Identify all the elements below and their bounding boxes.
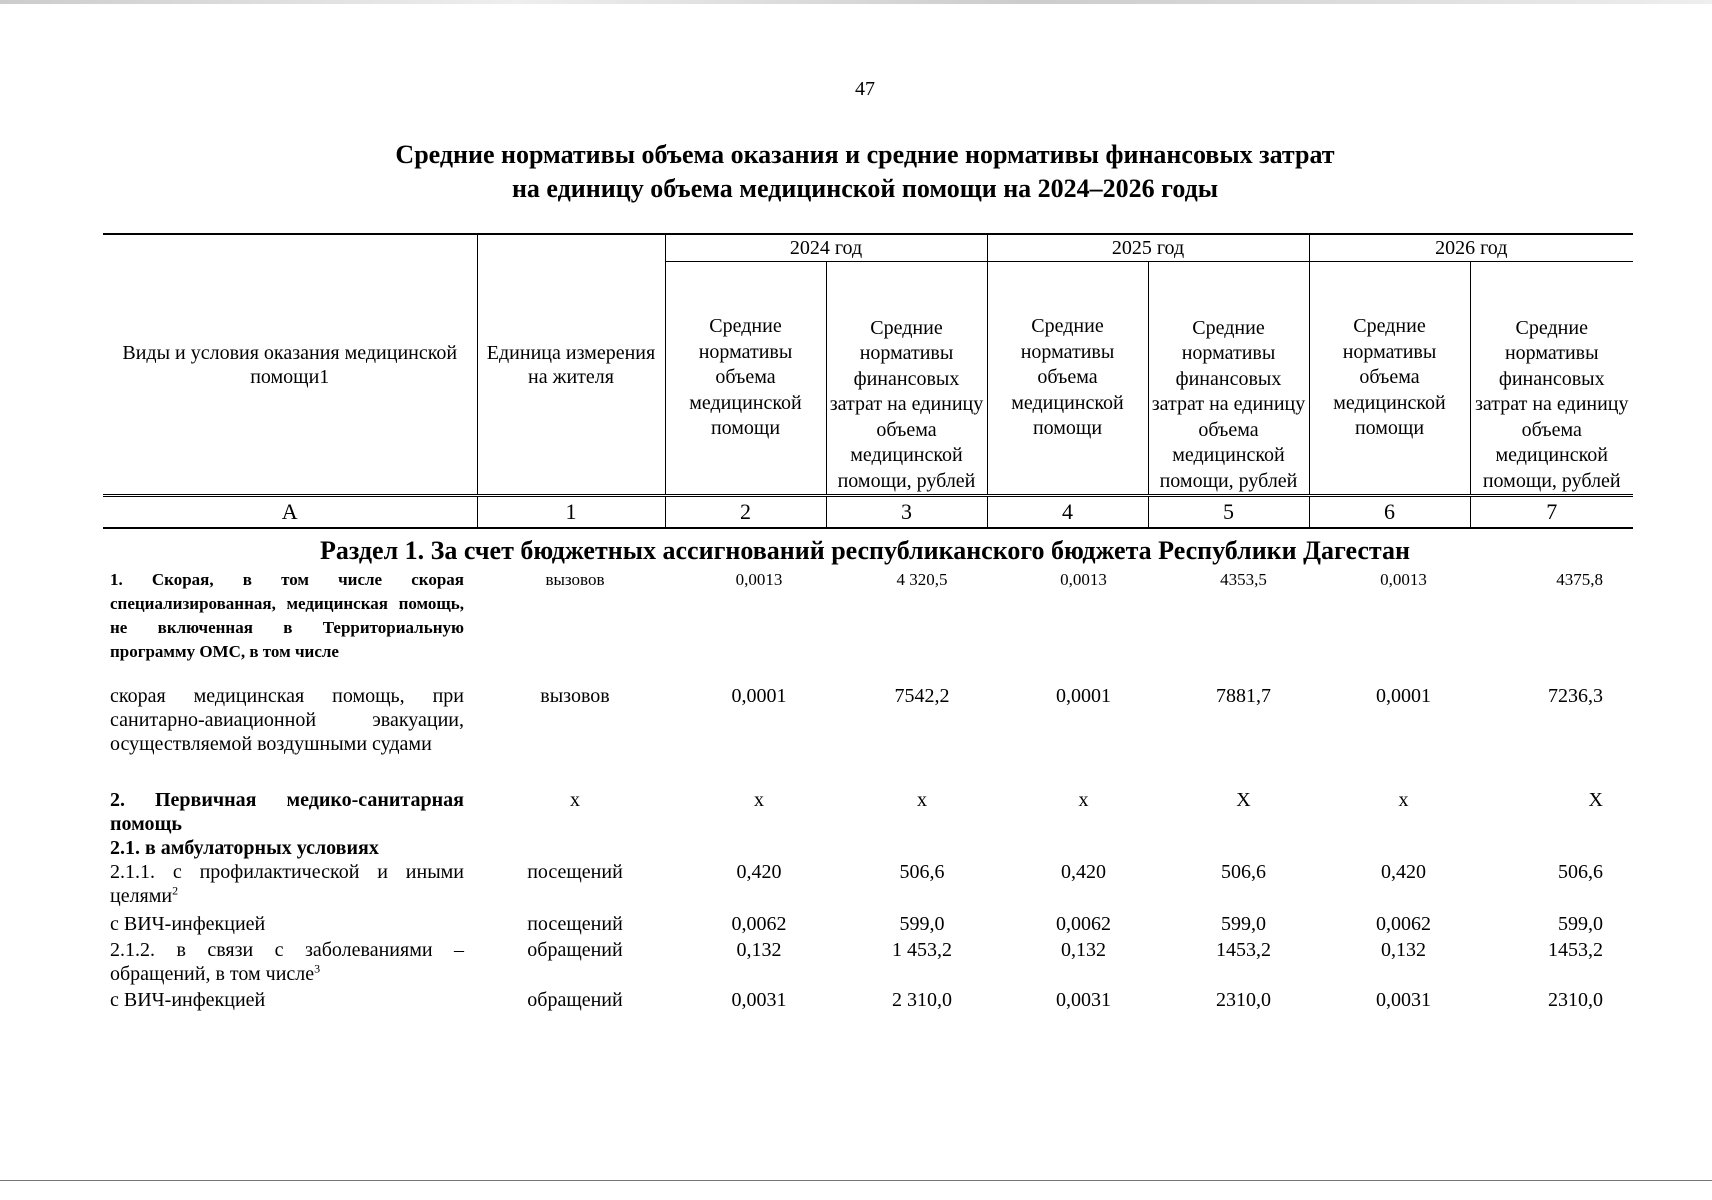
volume-2024: 0,0001 xyxy=(731,685,787,707)
cost-2025: 2310,0 xyxy=(1216,989,1271,1011)
table-row xyxy=(110,938,1633,988)
header-year-2025: 2025 год xyxy=(987,234,1309,262)
volume-2024: 0,0062 xyxy=(731,913,787,935)
cost-2026: 7236,3 xyxy=(1548,685,1603,707)
table-row xyxy=(110,568,1633,684)
row-unit: посещений xyxy=(527,913,623,935)
cost-2024: 1 453,2 xyxy=(892,939,952,961)
page-title xyxy=(200,138,1530,206)
page-number: 47 xyxy=(855,78,875,100)
cost-2025: 4353,5 xyxy=(1220,570,1267,589)
volume-2025: 0,132 xyxy=(1061,939,1106,961)
volume-2026: 0,0001 xyxy=(1376,685,1431,707)
row-label: с ВИЧ-инфекцией xyxy=(110,913,266,935)
volume-2024: 0,0031 xyxy=(731,989,787,1011)
header-cost-2026: Средние нормативы финансовых затрат на единицу объема медицинской помощи, рублей xyxy=(1470,262,1633,496)
cost-2025: 7881,7 xyxy=(1216,685,1271,707)
cost-2024: 2 310,0 xyxy=(892,989,952,1011)
cost-2026: 599,0 xyxy=(1558,913,1603,935)
volume-2024: 0,132 xyxy=(736,939,782,961)
table-row xyxy=(110,860,1633,912)
cost-2024: 7542,2 xyxy=(894,685,950,707)
row-unit: вызовов xyxy=(545,570,605,589)
header-volume-2026: Средние нормативы объема медицинской помощи xyxy=(1309,262,1470,496)
volume-2025: 0,0013 xyxy=(1060,570,1107,589)
row-unit: х xyxy=(570,789,580,811)
title-line-1: Средние нормативы объема оказания и средние нормативы финансовых затрат xyxy=(395,140,1335,169)
header-year-2026: 2026 год xyxy=(1309,234,1633,262)
table-row xyxy=(110,912,1633,938)
volume-2026: 0,0062 xyxy=(1376,913,1431,935)
row-unit: посещений xyxy=(527,861,623,883)
header-cost-2024: Средние нормативы финансовых затрат на единицу объема медицинской помощи, рублей xyxy=(826,262,987,496)
header-type-of-care: Виды и условия оказания медицинской помощи1 xyxy=(103,234,477,496)
row-unit: вызовов xyxy=(540,685,610,707)
header-year-2024: 2024 год xyxy=(665,234,987,262)
index-cell: 6 xyxy=(1309,496,1470,529)
title-line-2: на единицу объема медицинской помощи на 2024–2026 годы xyxy=(511,174,1219,203)
volume-2026: 0,420 xyxy=(1381,861,1426,883)
row-label: 1. Скорая, в том числе скорая специализированная, медицинская помощь, не включенная в Территориальную программу ОМС, в том числе xyxy=(110,570,464,661)
header-volume-2025: Средние нормативы объема медицинской помощи xyxy=(987,262,1148,496)
volume-2025: 0,0062 xyxy=(1056,913,1111,935)
index-cell: А xyxy=(103,496,477,529)
cost-2025: 599,0 xyxy=(1221,913,1266,935)
volume-2024: 0,0013 xyxy=(735,570,783,589)
row-label: 2.1.2. в связи с заболеваниями – обращений, в том числе$^3$ xyxy=(110,939,464,985)
volume-2025: х xyxy=(1078,789,1089,811)
scan-edge-bottom xyxy=(0,1180,1712,1181)
index-cell: 3 xyxy=(826,496,987,529)
table-row xyxy=(110,836,1633,860)
header-volume-2024: Средние нормативы объема медицинской помощи xyxy=(665,262,826,496)
volume-2025: 0,0031 xyxy=(1056,989,1111,1011)
table-header xyxy=(103,233,1633,529)
index-cell: 1 xyxy=(477,496,665,529)
volume-2026: 0,0013 xyxy=(1380,570,1427,589)
cost-2024: х xyxy=(917,789,927,811)
cost-2026: 506,6 xyxy=(1558,861,1603,883)
index-cell: 2 xyxy=(665,496,826,529)
row-unit: обращений xyxy=(527,939,623,961)
cost-2024: 506,6 xyxy=(899,861,945,883)
cost-2026: Х xyxy=(1588,789,1603,811)
cost-2026: 1453,2 xyxy=(1548,939,1603,961)
table-row xyxy=(110,684,1633,788)
table-row xyxy=(110,988,1633,1014)
row-unit: обращений xyxy=(527,989,623,1011)
cost-2026: 4375,8 xyxy=(1556,570,1603,589)
row-label: с ВИЧ-инфекцией xyxy=(110,989,266,1011)
volume-2026: 0,0031 xyxy=(1376,989,1431,1011)
cost-2026: 2310,0 xyxy=(1548,989,1603,1011)
volume-2024: 0,420 xyxy=(736,861,782,883)
row-label: скорая медицинская помощь, при санитарно-авиационной эвакуации, осуществляемой воздушными судами xyxy=(110,685,464,755)
volume-2025: 0,420 xyxy=(1061,861,1106,883)
cost-2025: Х xyxy=(1236,789,1251,811)
volume-2026: 0,132 xyxy=(1381,939,1426,961)
cost-2025: 506,6 xyxy=(1221,861,1266,883)
index-cell: 7 xyxy=(1470,496,1633,529)
row-label: 2.1.1. с профилактической и иными целями$^2$ xyxy=(110,861,464,907)
cost-2024: 4 320,5 xyxy=(896,570,948,589)
volume-2025: 0,0001 xyxy=(1056,685,1111,707)
volume-2026: х xyxy=(1398,789,1409,811)
scan-edge-top xyxy=(0,0,1712,4)
header-cost-2025: Средние нормативы финансовых затрат на единицу объема медицинской помощи, рублей xyxy=(1148,262,1309,496)
cost-2024: 599,0 xyxy=(899,913,945,935)
cost-2025: 1453,2 xyxy=(1216,939,1271,961)
row-label: 2.1. в амбулаторных условиях xyxy=(110,837,379,859)
section-title: Раздел 1. За счет бюджетных ассигнований республиканского бюджета Республики Дагестан xyxy=(320,536,1410,565)
row-label: 2. Первичная медико-санитарная помощь xyxy=(110,789,464,835)
volume-2024: х xyxy=(754,789,764,811)
header-unit: Единица измерения на жителя xyxy=(477,234,665,496)
data-table xyxy=(110,568,1633,1014)
index-cell: 4 xyxy=(987,496,1148,529)
table-row xyxy=(110,788,1633,836)
index-cell: 5 xyxy=(1148,496,1309,529)
